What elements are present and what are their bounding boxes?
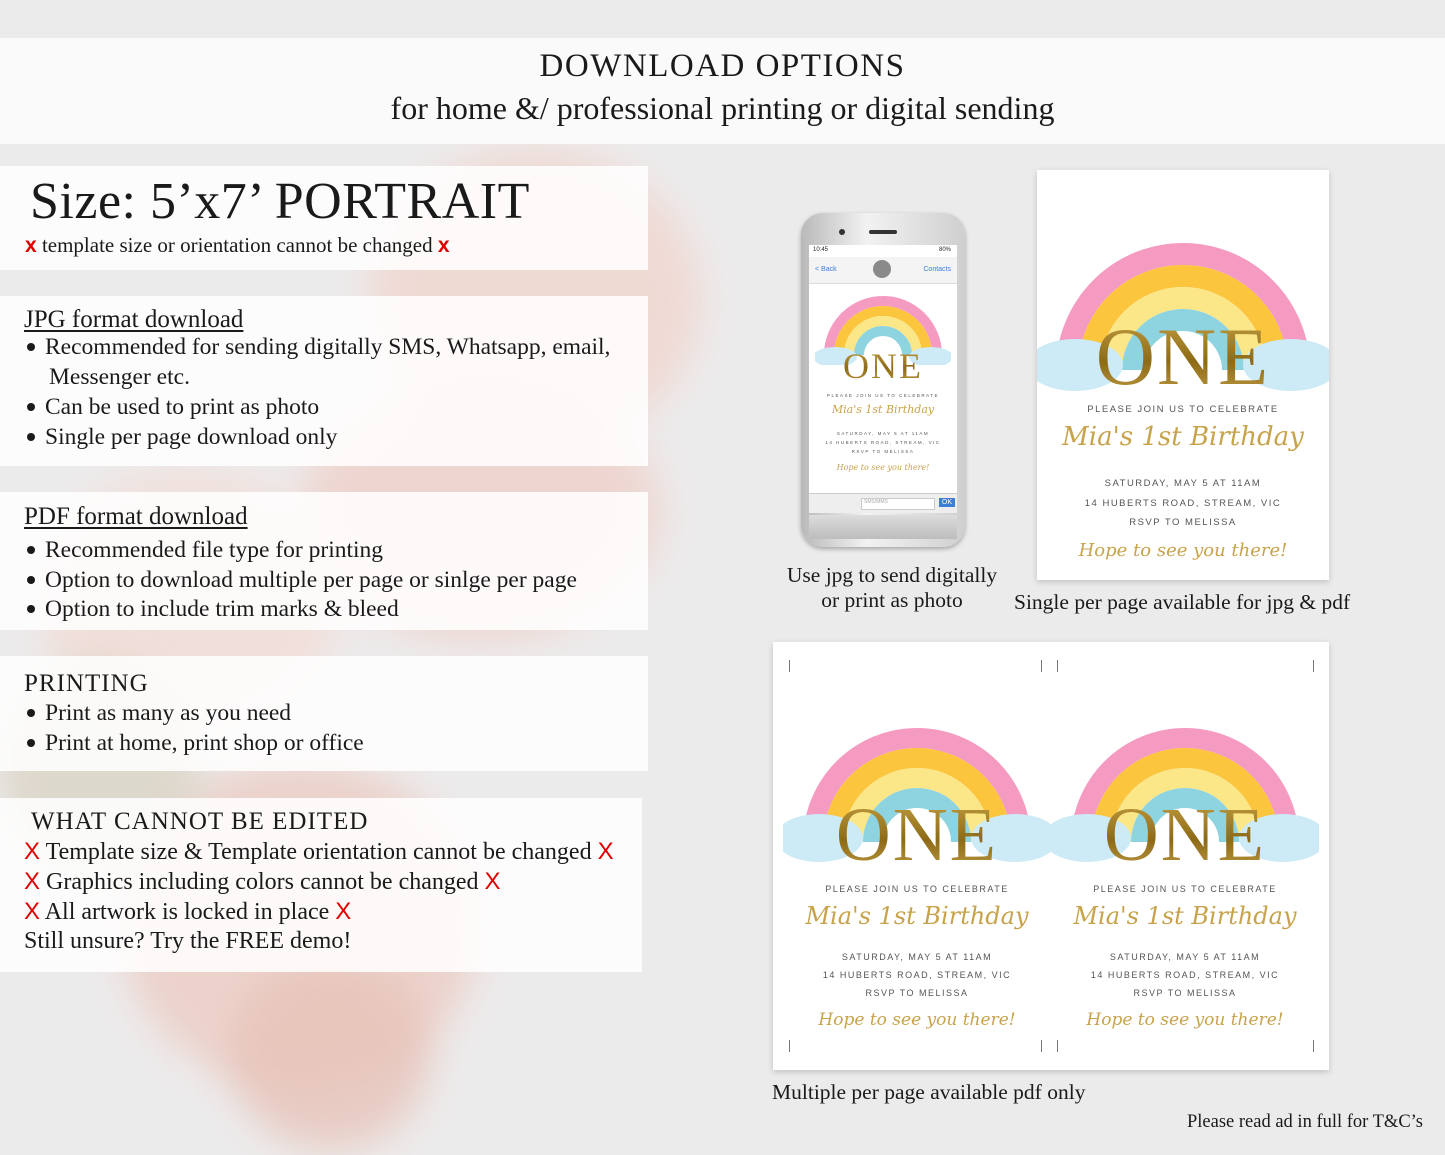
phone-caption: Use jpg to send digitally or print as photo bbox=[786, 563, 998, 612]
trim-mark bbox=[1313, 660, 1314, 672]
phone-speaker bbox=[869, 230, 897, 234]
pdf-heading: PDF format download bbox=[24, 503, 248, 530]
phone-message-bar bbox=[809, 493, 957, 513]
single-invitation-card bbox=[1037, 170, 1329, 580]
bullet-icon bbox=[27, 576, 35, 584]
trim-mark bbox=[1057, 660, 1058, 672]
invitation-address: 14 HUBERTS ROAD, STREAM, VIC bbox=[1084, 498, 1282, 509]
red-x-icon: X bbox=[24, 838, 41, 865]
list-item: Recommended file type for printing bbox=[24, 537, 383, 564]
cannot-edit-panel bbox=[0, 798, 642, 972]
message-input[interactable]: SMS/MMS bbox=[861, 498, 935, 510]
invitation-name: Mia's 1st Birthday bbox=[805, 902, 1029, 930]
list-item: Single per page download only bbox=[24, 424, 337, 451]
phone-screen bbox=[809, 245, 957, 513]
back-button[interactable]: < Back bbox=[815, 266, 837, 273]
ok-button[interactable]: OK bbox=[939, 498, 955, 507]
invitation-number: ONE bbox=[783, 792, 1051, 879]
size-panel bbox=[0, 166, 648, 270]
invitation-rsvp: RSVP TO MELISSA bbox=[1133, 988, 1237, 998]
invitation-number: ONE bbox=[1051, 792, 1319, 879]
invitation-closing: Hope to see you there! bbox=[818, 1010, 1016, 1030]
invitation-join: PLEASE JOIN US TO CELEBRATE bbox=[825, 884, 1009, 894]
invitation-name: Mia's 1st Birthday bbox=[1062, 422, 1304, 452]
jpg-heading: JPG format download bbox=[24, 306, 244, 333]
phone-nav-bar bbox=[809, 257, 957, 284]
invitation-date: SATURDAY, MAY 5 AT 11AM bbox=[1109, 952, 1261, 962]
invitation-name: Mia's 1st Birthday bbox=[831, 403, 935, 416]
invitation-address: 14 HUBERTS ROAD, STREAM, VIC bbox=[822, 970, 1012, 980]
bullet-icon bbox=[27, 546, 35, 554]
red-x-icon: x bbox=[25, 234, 37, 257]
cannot-edit-line: X All artwork is locked in place X bbox=[24, 898, 352, 925]
list-item: Print at home, print shop or office bbox=[24, 730, 364, 757]
bullet-icon bbox=[27, 343, 35, 351]
contact-avatar-icon bbox=[873, 260, 891, 278]
footer-note: Please read ad in full for T&C’s bbox=[1187, 1112, 1423, 1132]
cannot-edit-line: X Graphics including colors cannot be changed X bbox=[24, 868, 501, 895]
invitation-rsvp: RSVP TO MELISSA bbox=[851, 449, 915, 454]
single-caption: Single per page available for jpg & pdf bbox=[1014, 590, 1351, 614]
invitation-rsvp: RSVP TO MELISSA bbox=[1129, 517, 1237, 528]
trim-mark bbox=[1041, 660, 1042, 672]
bullet-icon bbox=[27, 739, 35, 747]
pdf-panel bbox=[0, 492, 648, 630]
invitation-closing: Hope to see you there! bbox=[1078, 540, 1288, 561]
phone-invitation bbox=[815, 285, 951, 485]
printing-heading: PRINTING bbox=[24, 670, 149, 697]
trim-mark bbox=[789, 660, 790, 672]
phone-home-bar bbox=[809, 515, 957, 539]
invitation-number: ONE bbox=[1037, 310, 1329, 404]
invitation-join: PLEASE JOIN US TO CELEBRATE bbox=[826, 393, 940, 398]
size-title: Size: 5’x7’ PORTRAIT bbox=[30, 173, 530, 230]
page-subtitle: for home &/ professional printing or digital sending bbox=[390, 90, 1055, 126]
invitation-rsvp: RSVP TO MELISSA bbox=[865, 988, 969, 998]
invitation-closing: Hope to see you there! bbox=[836, 463, 930, 472]
phone-camera bbox=[839, 229, 845, 235]
multiple-per-page-sheet bbox=[773, 642, 1329, 1070]
multi-invitation-right bbox=[1051, 672, 1319, 1042]
red-x-icon: x bbox=[437, 234, 450, 257]
invitation-number: ONE bbox=[815, 345, 951, 387]
red-x-icon: X bbox=[335, 898, 352, 925]
page-title: DOWNLOAD OPTIONS bbox=[539, 48, 906, 84]
contacts-button[interactable]: Contacts bbox=[923, 266, 951, 273]
multi-invitation-left bbox=[783, 672, 1051, 1042]
invitation-join: PLEASE JOIN US TO CELEBRATE bbox=[1093, 884, 1277, 894]
bullet-icon bbox=[27, 605, 35, 613]
phone-status-bar: 10:45 80% bbox=[813, 247, 951, 253]
invitation-address: 14 HUBERTS ROAD, STREAM, VIC bbox=[825, 440, 941, 445]
red-x-icon: X bbox=[24, 898, 41, 925]
invitation-date: SATURDAY, MAY 5 AT 11AM bbox=[1104, 478, 1262, 489]
invitation-date: SATURDAY, MAY 5 AT 11AM bbox=[841, 952, 993, 962]
jpg-panel bbox=[0, 296, 648, 466]
invitation-join: PLEASE JOIN US TO CELEBRATE bbox=[1087, 404, 1279, 415]
multiple-caption: Multiple per page available pdf only bbox=[772, 1080, 1086, 1104]
size-note-text: template size or orientation cannot be changed bbox=[41, 233, 433, 257]
bullet-icon bbox=[27, 709, 35, 717]
header-band bbox=[0, 38, 1445, 144]
list-item: Recommended for sending digitally SMS, Whatsapp, email, bbox=[24, 334, 610, 361]
list-item: Option to include trim marks & bleed bbox=[24, 596, 399, 623]
background-petal bbox=[230, 960, 430, 1150]
size-note bbox=[25, 233, 450, 258]
cannot-edit-heading: WHAT CANNOT BE EDITED bbox=[31, 808, 369, 835]
list-item: Messenger etc. bbox=[49, 364, 190, 390]
invitation-name: Mia's 1st Birthday bbox=[1073, 902, 1297, 930]
red-x-icon: X bbox=[484, 868, 501, 895]
red-x-icon: X bbox=[24, 868, 41, 895]
bullet-icon bbox=[27, 433, 35, 441]
phone-mockup bbox=[801, 213, 965, 547]
invitation-address: 14 HUBERTS ROAD, STREAM, VIC bbox=[1090, 970, 1280, 980]
cannot-edit-line: X Template size & Template orientation cannot be changed X bbox=[24, 838, 614, 865]
list-item: Option to download multiple per page or sinlge per page bbox=[24, 567, 577, 594]
list-item: Print as many as you need bbox=[24, 700, 291, 727]
invitation-date: SATURDAY, MAY 5 AT 11AM bbox=[836, 431, 930, 436]
printing-panel bbox=[0, 656, 648, 771]
invitation-closing: Hope to see you there! bbox=[1086, 1010, 1284, 1030]
bullet-icon bbox=[27, 403, 35, 411]
red-x-icon: X bbox=[597, 838, 614, 865]
demo-line: Still unsure? Try the FREE demo! bbox=[24, 928, 352, 954]
list-item: Can be used to print as photo bbox=[24, 394, 319, 421]
